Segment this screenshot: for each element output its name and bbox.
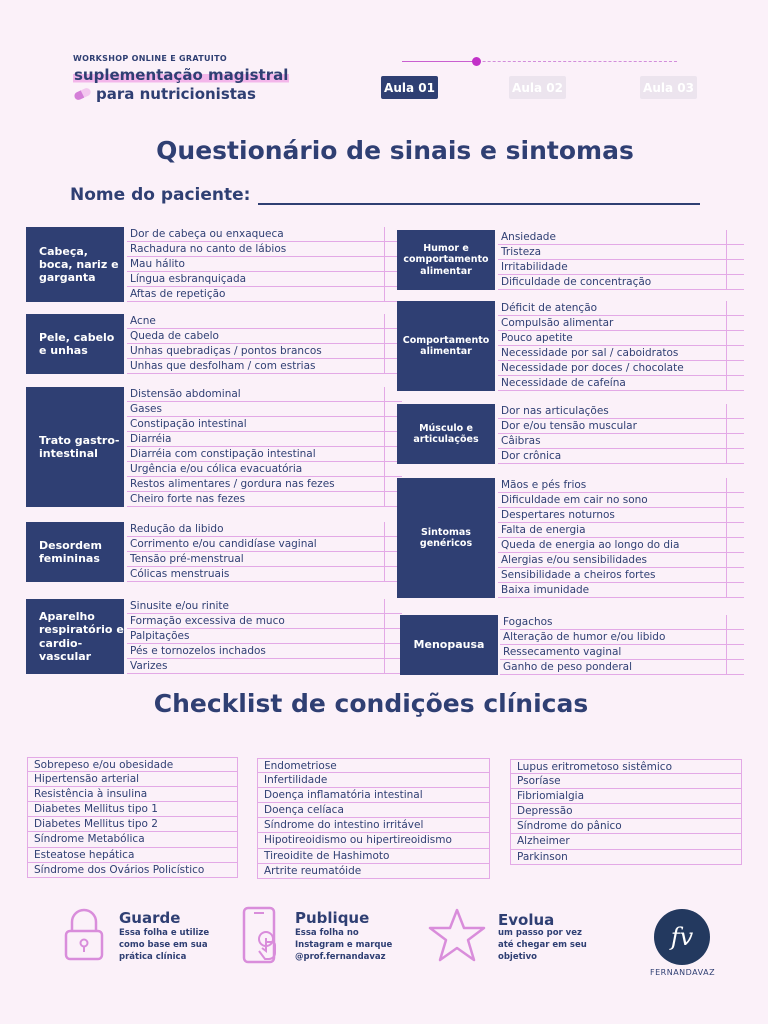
symptom-row[interactable] bbox=[498, 434, 744, 449]
symptom-text: Cólicas menstruais bbox=[130, 568, 230, 580]
symptom-text: Dificuldade de concentração bbox=[501, 276, 652, 288]
symptom-text: Cheiro forte nas fezes bbox=[130, 493, 246, 505]
symptom-row[interactable] bbox=[498, 260, 744, 275]
checklist-item[interactable]: Lupus eritrometoso sistêmico bbox=[510, 759, 742, 774]
symptom-checkbox[interactable] bbox=[726, 301, 744, 316]
footer-guarde-text: Essa folha e utilize como base em sua prática clínica bbox=[119, 928, 210, 962]
checklist-column-3 bbox=[510, 759, 742, 865]
symptom-row[interactable] bbox=[127, 447, 402, 462]
symptom-checkbox[interactable] bbox=[726, 615, 744, 630]
checklist-item[interactable]: Diabetes Mellitus tipo 1 bbox=[27, 802, 238, 817]
symptom-text: Sensibilidade a cheiros fortes bbox=[501, 569, 656, 581]
symptom-text: Necessidade por sal / caboidratos bbox=[501, 347, 679, 359]
symptom-text: Palpitações bbox=[130, 630, 190, 642]
symptom-row[interactable] bbox=[127, 462, 402, 477]
symptom-row[interactable] bbox=[127, 329, 402, 344]
group-mood bbox=[397, 230, 744, 290]
progress-dot bbox=[472, 57, 481, 66]
group-label: Pele, cabelo e unhas bbox=[26, 314, 124, 374]
symptom-row[interactable] bbox=[498, 230, 744, 245]
symptom-text: Queda de cabelo bbox=[130, 330, 219, 342]
group-rows bbox=[127, 314, 402, 374]
symptom-row[interactable] bbox=[127, 614, 402, 629]
footer-evolua-title: Evolua bbox=[498, 911, 555, 929]
symptom-row[interactable] bbox=[498, 478, 744, 493]
checklist-item[interactable]: Síndrome do intestino irritável bbox=[257, 818, 490, 833]
symptom-row[interactable] bbox=[498, 245, 744, 260]
symptom-row[interactable] bbox=[127, 477, 402, 492]
symptom-checkbox[interactable] bbox=[726, 245, 744, 260]
group-label: Músculo e articulações bbox=[397, 404, 495, 464]
group-menopause bbox=[400, 615, 744, 675]
symptom-checkbox[interactable] bbox=[726, 346, 744, 361]
checklist-item[interactable]: Resistência à insulina bbox=[27, 787, 238, 802]
checklist-item[interactable]: Síndrome dos Ovários Policístico bbox=[27, 863, 238, 878]
symptom-text: Rachadura no canto de lábios bbox=[130, 243, 287, 255]
symptom-row[interactable] bbox=[498, 419, 744, 434]
symptom-row[interactable] bbox=[127, 272, 402, 287]
symptom-text: Ganho de peso ponderal bbox=[503, 661, 632, 673]
group-muscle bbox=[397, 404, 744, 464]
group-label: Trato gastro-intestinal bbox=[26, 387, 124, 507]
checklist-item[interactable]: Sobrepeso e/ou obesidade bbox=[27, 757, 238, 772]
symptom-text: Pouco apetite bbox=[501, 332, 573, 344]
symptom-row[interactable] bbox=[498, 538, 744, 553]
symptom-row[interactable] bbox=[127, 522, 402, 537]
symptom-row[interactable] bbox=[127, 537, 402, 552]
symptom-row[interactable] bbox=[127, 599, 402, 614]
symptom-row[interactable] bbox=[127, 387, 402, 402]
brand-logo bbox=[654, 909, 710, 965]
symptom-text: Acne bbox=[130, 315, 156, 327]
group-rows bbox=[127, 227, 402, 302]
footer-guarde-title: Guarde bbox=[119, 909, 181, 927]
group-rows bbox=[498, 404, 744, 464]
footer-publique-text: Essa folha no Instagram e marque @prof.fernandavaz bbox=[295, 928, 393, 962]
checklist-item[interactable]: Endometriose bbox=[257, 758, 490, 773]
symptom-checkbox[interactable] bbox=[726, 523, 744, 538]
symptom-text: Sinusite e/ou rinite bbox=[130, 600, 229, 612]
symptom-text: Dor crônica bbox=[501, 450, 562, 462]
symptom-checkbox[interactable] bbox=[726, 508, 744, 523]
group-eating bbox=[397, 301, 744, 391]
brand-name: FERNANDAVAZ bbox=[650, 968, 716, 977]
checklist-column-1 bbox=[27, 757, 238, 878]
symptom-text: Diarréia com constipação intestinal bbox=[130, 448, 316, 460]
tab-aula-03[interactable]: Aula 03 bbox=[640, 76, 697, 99]
checklist-item[interactable]: Artrite reumatóide bbox=[257, 864, 490, 879]
symptom-text: Ressecamento vaginal bbox=[503, 646, 622, 658]
symptom-checkbox[interactable] bbox=[726, 478, 744, 493]
patient-name-label: Nome do paciente: bbox=[70, 185, 251, 205]
symptom-checkbox[interactable] bbox=[726, 568, 744, 583]
symptom-checkbox[interactable] bbox=[726, 275, 744, 290]
header-subtitle: para nutricionistas bbox=[96, 85, 256, 103]
symptom-row[interactable] bbox=[498, 583, 744, 598]
symptom-row[interactable] bbox=[498, 275, 744, 290]
group-rows bbox=[127, 599, 402, 674]
symptom-text: Falta de energia bbox=[501, 524, 586, 536]
progress-track bbox=[402, 61, 677, 62]
symptom-checkbox[interactable] bbox=[726, 376, 744, 391]
symptom-row[interactable] bbox=[127, 492, 402, 507]
symptom-row[interactable] bbox=[498, 301, 744, 316]
symptom-checkbox[interactable] bbox=[726, 361, 744, 376]
symptom-checkbox[interactable] bbox=[726, 316, 744, 331]
symptom-text: Unhas quebradiças / pontos brancos bbox=[130, 345, 322, 357]
symptom-text: Alergias e/ou sensibilidades bbox=[501, 554, 648, 566]
lock-icon bbox=[62, 907, 106, 963]
symptom-checkbox[interactable] bbox=[384, 462, 402, 477]
symptom-checkbox[interactable] bbox=[726, 553, 744, 568]
symptom-checkbox[interactable] bbox=[726, 419, 744, 434]
symptom-row[interactable] bbox=[500, 630, 744, 645]
symptom-text: Corrimento e/ou candidíase vaginal bbox=[130, 538, 317, 550]
tab-aula-02[interactable]: Aula 02 bbox=[509, 76, 566, 99]
symptom-row[interactable] bbox=[127, 314, 402, 329]
checklist-column-2 bbox=[257, 758, 490, 879]
symptom-text: Irritabilidade bbox=[501, 261, 568, 273]
symptom-row[interactable] bbox=[127, 359, 402, 374]
group-rows bbox=[498, 478, 744, 598]
symptom-checkbox[interactable] bbox=[726, 449, 744, 464]
checklist-item[interactable]: Psoríase bbox=[510, 774, 742, 789]
checklist-item[interactable]: Doença celíaca bbox=[257, 803, 490, 818]
checklist-item[interactable]: Síndrome Metabólica bbox=[27, 832, 238, 847]
symptom-row[interactable] bbox=[127, 432, 402, 447]
checklist-item[interactable]: Hipotireoidismo ou hipertireoidismo bbox=[257, 833, 490, 848]
symptom-row[interactable] bbox=[498, 346, 744, 361]
symptom-row[interactable] bbox=[127, 227, 402, 242]
symptom-row[interactable] bbox=[498, 568, 744, 583]
symptom-row[interactable] bbox=[127, 644, 402, 659]
group-head bbox=[26, 227, 376, 302]
group-rows bbox=[498, 301, 744, 391]
symptom-checkbox[interactable] bbox=[726, 630, 744, 645]
phone-touch-icon bbox=[240, 905, 290, 965]
group-label: Comportamento alimentar bbox=[397, 301, 495, 391]
tab-aula-01[interactable]: Aula 01 bbox=[381, 76, 438, 99]
group-label: Cabeça, boca, nariz e garganta bbox=[26, 227, 124, 302]
checklist-title: Checklist de condições clínicas bbox=[153, 689, 589, 718]
group-label: Sintomas genéricos bbox=[397, 478, 495, 598]
symptom-text: Alteração de humor e/ou libido bbox=[503, 631, 666, 643]
symptom-text: Queda de energia ao longo do dia bbox=[501, 539, 680, 551]
symptom-checkbox[interactable] bbox=[726, 434, 744, 449]
checklist-item[interactable]: Alzheimer bbox=[510, 834, 742, 849]
symptom-checkbox[interactable] bbox=[726, 260, 744, 275]
symptom-row[interactable] bbox=[127, 344, 402, 359]
symptom-row[interactable] bbox=[127, 257, 402, 272]
group-rows bbox=[498, 230, 744, 290]
footer-publique-title: Publique bbox=[295, 909, 370, 927]
symptom-row[interactable] bbox=[127, 567, 402, 582]
group-rows bbox=[127, 522, 402, 582]
symptom-row[interactable] bbox=[127, 242, 402, 257]
symptom-text: Língua esbranquiçada bbox=[130, 273, 247, 285]
symptom-text: Distensão abdominal bbox=[130, 388, 241, 400]
page-title: Questionário de sinais e sintomas bbox=[156, 136, 634, 165]
symptom-text: Ansiedade bbox=[501, 231, 556, 243]
symptom-row[interactable] bbox=[498, 449, 744, 464]
symptom-text: Compulsão alimentar bbox=[501, 317, 614, 329]
symptom-checkbox[interactable] bbox=[726, 583, 744, 598]
symptom-row[interactable] bbox=[500, 615, 744, 630]
brand-monogram: fv bbox=[670, 923, 694, 951]
symptom-row[interactable] bbox=[498, 523, 744, 538]
symptom-text: Necessidade de cafeína bbox=[501, 377, 626, 389]
symptom-row[interactable] bbox=[498, 508, 744, 523]
group-rows bbox=[500, 615, 744, 675]
symptom-text: Dificuldade em cair no sono bbox=[501, 494, 648, 506]
symptom-row[interactable] bbox=[498, 331, 744, 346]
symptom-text: Varizes bbox=[130, 660, 168, 672]
symptom-text: Restos alimentares / gordura nas fezes bbox=[130, 478, 335, 490]
symptom-row[interactable] bbox=[127, 417, 402, 432]
symptom-text: Aftas de repetição bbox=[130, 288, 226, 300]
header-title bbox=[73, 66, 289, 85]
symptom-text: Gases bbox=[130, 403, 162, 415]
group-respiratory bbox=[26, 599, 376, 674]
symptom-checkbox[interactable] bbox=[726, 331, 744, 346]
group-skin bbox=[26, 314, 376, 374]
symptom-row[interactable] bbox=[498, 493, 744, 508]
symptom-text: Formação excessiva de muco bbox=[130, 615, 285, 627]
symptom-text: Redução da libido bbox=[130, 523, 224, 535]
star-icon bbox=[427, 907, 487, 963]
symptom-row[interactable] bbox=[498, 376, 744, 391]
symptom-row[interactable] bbox=[500, 660, 744, 675]
symptom-text: Diarréia bbox=[130, 433, 172, 445]
symptom-checkbox[interactable] bbox=[726, 493, 744, 508]
group-label: Desordem femininas bbox=[26, 522, 124, 582]
symptom-text: Urgência e/ou cólica evacuatória bbox=[130, 463, 303, 475]
footer-evolua-text: um passo por vez até chegar em seu objetivo bbox=[498, 928, 587, 962]
group-generic bbox=[397, 478, 744, 598]
group-gastro bbox=[26, 387, 376, 507]
symptom-checkbox[interactable] bbox=[726, 538, 744, 553]
symptom-text: Constipação intestinal bbox=[130, 418, 247, 430]
symptom-text: Mau hálito bbox=[130, 258, 185, 270]
symptom-row[interactable] bbox=[498, 316, 744, 331]
symptom-text: Tensão pré-menstrual bbox=[130, 553, 244, 565]
checklist-item[interactable]: Síndrome do pânico bbox=[510, 819, 742, 834]
symptom-text: Dor de cabeça ou enxaqueca bbox=[130, 228, 284, 240]
symptom-text: Câibras bbox=[501, 435, 541, 447]
symptom-text: Fogachos bbox=[503, 616, 553, 628]
group-label: Aparelho respiratório e cardio-vascular bbox=[26, 599, 124, 674]
checklist-item[interactable]: Doença inflamatória intestinal bbox=[257, 788, 490, 803]
symptom-text: Mãos e pés frios bbox=[501, 479, 587, 491]
pill-icon bbox=[73, 87, 92, 101]
symptom-checkbox[interactable] bbox=[726, 645, 744, 660]
progress-fill bbox=[402, 61, 476, 62]
symptom-row[interactable] bbox=[127, 287, 402, 302]
symptom-text: Pés e tornozelos inchados bbox=[130, 645, 266, 657]
symptom-row[interactable] bbox=[127, 629, 402, 644]
checklist-item[interactable]: Diabetes Mellitus tipo 2 bbox=[27, 817, 238, 832]
checklist-item[interactable]: Hipertensão arterial bbox=[27, 772, 238, 787]
symptom-text: Baixa imunidade bbox=[501, 584, 590, 596]
symptom-text: Dor nas articulações bbox=[501, 405, 609, 417]
symptom-checkbox[interactable] bbox=[726, 230, 744, 245]
symptom-row[interactable] bbox=[498, 404, 744, 419]
group-label: Humor e comportamento alimentar bbox=[397, 230, 495, 290]
symptom-row[interactable] bbox=[498, 361, 744, 376]
symptom-text: Tristeza bbox=[501, 246, 542, 258]
symptom-text: Unhas que desfolham / com estrias bbox=[130, 360, 316, 372]
symptom-checkbox[interactable] bbox=[726, 404, 744, 419]
symptom-text: Necessidade por doces / chocolate bbox=[501, 362, 684, 374]
symptom-row[interactable] bbox=[127, 402, 402, 417]
group-rows bbox=[127, 387, 402, 507]
checklist-item[interactable]: Esteatose hepática bbox=[27, 848, 238, 863]
symptom-checkbox[interactable] bbox=[726, 660, 744, 675]
symptom-text: Déficit de atenção bbox=[501, 302, 598, 314]
group-label: Menopausa bbox=[400, 615, 498, 675]
checklist-item[interactable]: Infertilidade bbox=[257, 773, 490, 788]
checklist-item[interactable]: Depressão bbox=[510, 804, 742, 819]
symptom-text: Dor e/ou tensão muscular bbox=[501, 420, 637, 432]
header-title-text: suplementação magistral bbox=[74, 66, 289, 84]
symptom-row[interactable] bbox=[127, 659, 402, 674]
symptom-row[interactable] bbox=[127, 552, 402, 567]
patient-name-field[interactable] bbox=[258, 203, 700, 205]
checklist-item[interactable]: Parkinson bbox=[510, 850, 742, 865]
symptom-text: Despertares noturnos bbox=[501, 509, 615, 521]
symptom-row[interactable] bbox=[498, 553, 744, 568]
checklist-item[interactable]: Fibriomialgia bbox=[510, 789, 742, 804]
symptom-checkbox[interactable] bbox=[384, 599, 402, 614]
header-eyebrow: WORKSHOP ONLINE E GRATUITO bbox=[73, 54, 227, 63]
group-female bbox=[26, 522, 376, 582]
symptom-row[interactable] bbox=[500, 645, 744, 660]
checklist-item[interactable]: Tireoidite de Hashimoto bbox=[257, 849, 490, 864]
